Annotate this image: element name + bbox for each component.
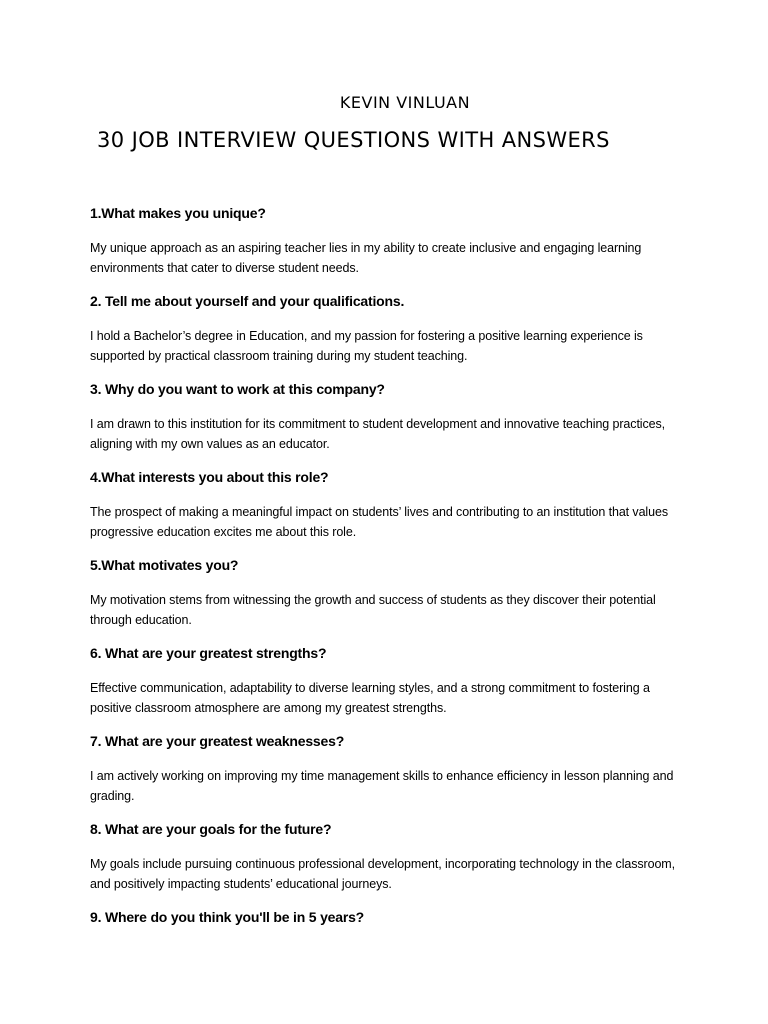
qa-item — [90, 379, 690, 454]
answer-text: Effective communication, adaptability to diverse learning styles, and a strong commitment to fostering a positive classroom atmosphere are among my greatest strengths. — [90, 681, 650, 715]
question-heading: 2. Tell me about yourself and your qualifications. — [90, 293, 405, 309]
qa-item — [90, 643, 690, 718]
answer-text: I hold a Bachelor’s degree in Education, and my passion for fostering a positive learning experience is supported by practical classroom training during my student teaching. — [90, 329, 643, 363]
qa-item — [90, 203, 690, 278]
question-heading: 5.What motivates you? — [90, 557, 239, 573]
document-title: 30 JOB INTERVIEW QUESTIONS WITH ANSWERS — [97, 128, 610, 152]
answer-text: My goals include pursuing continuous professional development, incorporating technology in the classroom, and positively impacting students’ educational journeys. — [90, 857, 675, 891]
question-heading: 7. What are your greatest weaknesses? — [90, 733, 345, 749]
qa-item — [90, 467, 690, 542]
question-answer-list — [90, 203, 690, 942]
qa-item — [90, 555, 690, 630]
question-heading: 6. What are your greatest strengths? — [90, 645, 327, 661]
qa-item — [90, 291, 690, 366]
question-heading: 8. What are your goals for the future? — [90, 821, 332, 837]
question-heading: 3. Why do you want to work at this company? — [90, 381, 385, 397]
answer-text: My unique approach as an aspiring teacher lies in my ability to create inclusive and engaging learning environments that cater to diverse student needs. — [90, 241, 642, 275]
answer-text: The prospect of making a meaningful impact on students’ lives and contributing to an institution that values progressive education excites me about this role. — [90, 505, 668, 539]
answer-text: I am drawn to this institution for its commitment to student development and innovative teaching practices, aligning with my own values as an educator. — [90, 417, 666, 451]
question-heading: 1.What makes you unique? — [90, 205, 266, 221]
question-heading: 9. Where do you think you'll be in 5 years? — [90, 909, 365, 925]
answer-text: I am actively working on improving my time management skills to enhance efficiency in lesson planning and grading. — [90, 769, 674, 803]
question-heading: 4.What interests you about this role? — [90, 469, 329, 485]
author-name: KEVIN VINLUAN — [339, 93, 471, 112]
answer-text: My motivation stems from witnessing the growth and success of students as they discover their potential through education. — [90, 593, 656, 627]
qa-item — [90, 819, 690, 894]
qa-item — [90, 731, 690, 806]
qa-item — [90, 907, 690, 927]
